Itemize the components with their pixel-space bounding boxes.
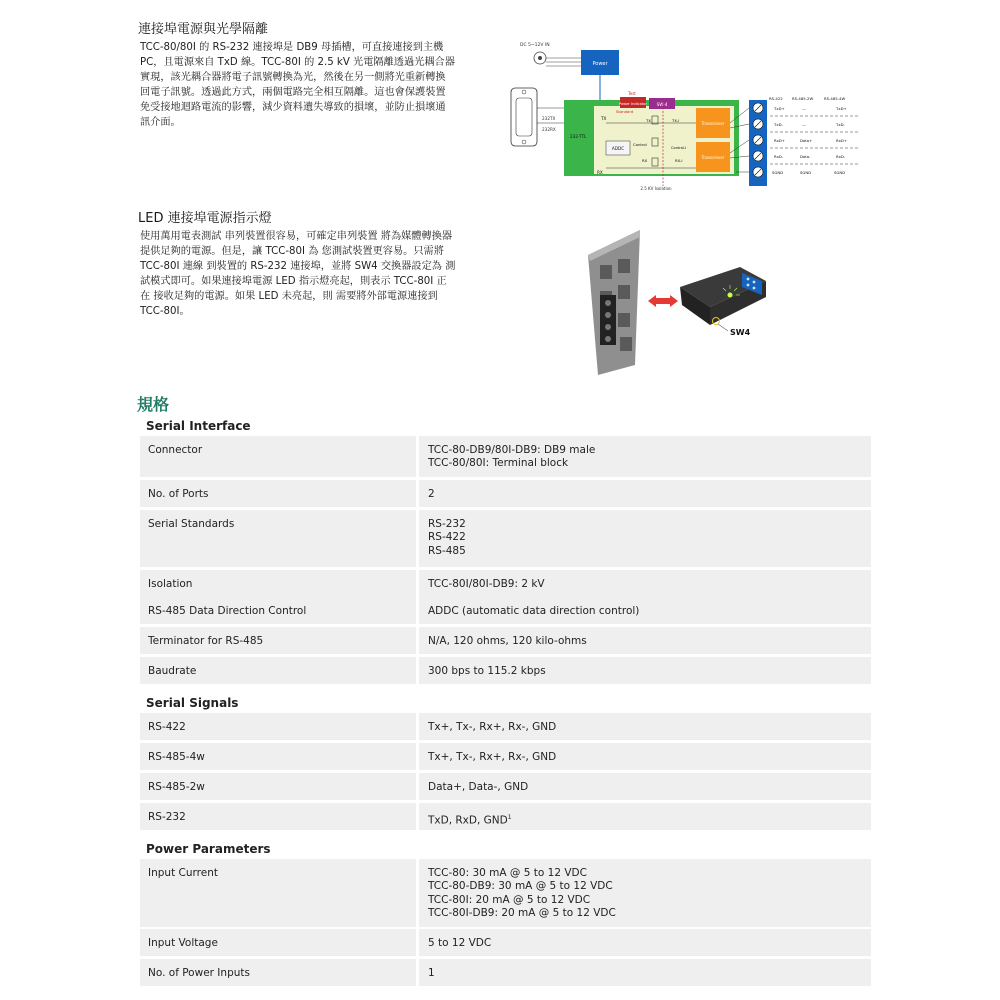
spec-value: [419, 959, 871, 986]
paragraph-line: TCC-80I 連線 到裝置的 RS-232 連接埠，並將 SW4 交換器設定為 測: [140, 261, 456, 272]
col-rs422: RS-422: [769, 96, 783, 101]
spec-label: Input Voltage: [140, 929, 416, 956]
group-title-power-parameters: Power Parameters: [146, 842, 271, 856]
txi-label: TX-I: [672, 118, 680, 123]
spec-value-line: Data+, Data-, GND: [428, 781, 529, 793]
table-row: [140, 436, 871, 477]
paragraph-power-isolation: [140, 40, 475, 130]
spec-value-line: TCC-80I-DB9: 20 mA @ 5 to 12 VDC: [428, 907, 616, 920]
pin-cell: RxD-: [774, 154, 784, 159]
spec-value-line: TCC-80I/80I-DB9: 2 kV: [428, 578, 545, 590]
paragraph-line: TCC-80/80I 的 RS-232 連接埠是 DB9 母插槽，可直接連接到主機: [140, 42, 444, 53]
spec-label: Terminator for RS-485: [140, 627, 416, 654]
sw4-block-label: SW-4: [656, 102, 668, 107]
paragraph-line: 回電子訊號。透過此方式，兩個電路完全相互隔離。這也會保護裝置: [140, 87, 446, 98]
spec-value: [419, 713, 871, 740]
tx232-label: 232TX: [542, 116, 556, 121]
spec-label: RS-422: [140, 713, 416, 740]
spec-value-line: Tx+, Tx-, Rx+, Rx-, GND: [428, 751, 557, 763]
paragraph-led-indicator: [140, 229, 475, 319]
col-rs485-4w: RS-485-4W: [824, 96, 846, 101]
spec-value: [419, 859, 871, 927]
tx-label: TX: [601, 116, 607, 121]
table-row: [140, 597, 871, 624]
group-title-serial-signals: Serial Signals: [146, 696, 239, 710]
spec-value-line: TCC-80: 30 mA @ 5 to 12 VDC: [428, 867, 587, 879]
paragraph-line: 訊介面。: [140, 117, 181, 128]
pin-cell: Data+: [800, 138, 813, 143]
control-i-label: Control-I: [671, 146, 687, 150]
pin-cell: TxD-: [836, 122, 845, 127]
spec-value: [419, 657, 871, 684]
spec-value: [419, 597, 871, 624]
spec-value-line: N/A, 120 ohms, 120 kilo-ohms: [428, 635, 587, 647]
spec-label: No. of Power Inputs: [140, 959, 416, 986]
pin-cell: —: [802, 122, 806, 127]
paragraph-line: 實現，該光耦合器將電子訊號轉換為光，然後在另一側將光重新轉換: [140, 72, 446, 83]
paragraph-line: TCC-80I。: [140, 306, 190, 317]
paragraph-line: 使用萬用電表測試 串列裝置很容易，可確定串列裝置 將為媒體轉換器: [140, 231, 453, 242]
control-label: Control: [633, 142, 647, 147]
spec-value-line: RS-422: [428, 531, 466, 544]
spec-label: RS-485 Data Direction Control: [140, 597, 416, 624]
pin-cell: RxD-: [836, 154, 846, 159]
pin-cell: SGND: [800, 170, 812, 175]
dc-in-label: DC 5~12V IN: [520, 43, 550, 48]
spec-value-line: RS-232: [428, 518, 466, 530]
spec-value: [419, 436, 871, 477]
spec-value: [419, 627, 871, 654]
spec-value-line: [428, 811, 862, 828]
spec-label: No. of Ports: [140, 480, 416, 507]
table-row: [140, 570, 871, 597]
spec-value: [419, 570, 871, 597]
pin-table: [772, 106, 847, 175]
spec-label: RS-485-2w: [140, 773, 416, 800]
specs-heading: 規格: [137, 395, 170, 414]
pin-cell: TxD+: [836, 106, 847, 111]
ttl-label: 232-TTL: [570, 134, 587, 139]
pin-cell: RxD+: [774, 138, 785, 143]
spec-value: [419, 743, 871, 770]
section-title-power-isolation: 連接埠電源與光學隔離: [138, 22, 269, 37]
spec-value-line: ADDC (automatic data direction control): [428, 605, 640, 617]
spec-value-line: 5 to 12 VDC: [428, 937, 492, 949]
pin-cell: —: [802, 106, 806, 111]
spec-value-line: Tx+, Tx-, Rx+, Rx-, GND: [428, 721, 557, 733]
table-row: [140, 959, 871, 986]
pin-cell: TxD+: [774, 106, 785, 111]
spec-value-line: TCC-80-DB9/80I-DB9: DB9 male: [428, 444, 596, 456]
addc-label: ADDC: [611, 146, 625, 151]
product-photo: [570, 225, 780, 375]
spec-label: Serial Standards: [140, 510, 416, 567]
isolation-label: 2.5 KV Isolation: [640, 186, 672, 191]
spec-label: Input Current: [140, 859, 416, 927]
spec-value: [419, 480, 871, 507]
rx-opto-label: RX: [642, 158, 648, 163]
paragraph-line: 提供足夠的電源。但是，讓 TCC-80I 為 您測試裝置更容易。只需將: [140, 246, 444, 257]
paragraph-line: PC，且電源來自 TxD 線。TCC-80I 的 2.5 kV 光電隔離透過光耦合器: [140, 57, 455, 68]
pin-cell: SGND: [772, 170, 784, 175]
pin-cell: TxD-: [774, 122, 783, 127]
spec-value-text: TxD, RxD, GND: [428, 814, 508, 827]
group-title-serial-interface: Serial Interface: [146, 419, 251, 433]
spec-value-line: RS-485: [428, 544, 466, 557]
spec-value: [419, 510, 871, 567]
spec-value-line: 300 bps to 115.2 kbps: [428, 665, 546, 677]
dc-jack-pin-icon: [538, 56, 542, 60]
paragraph-line: 試模式即可。如果連接埠電源 LED 指示燈亮起，則表示 TCC-80I 正: [140, 276, 447, 287]
footnote-marker: 1: [507, 814, 512, 821]
col-rs485-2w: RS-485-2W: [792, 96, 814, 101]
spec-value: [419, 773, 871, 800]
paragraph-line: 免受接地迴路電流的影響，減少資料遺失導致的損壞，並防止損壞通: [140, 102, 446, 113]
sw4-photo-label: SW4: [730, 328, 751, 337]
table-row: [140, 929, 871, 956]
table-row: [140, 713, 871, 740]
table-row: [140, 803, 871, 830]
double-arrow-icon: [648, 295, 678, 307]
spec-value-line: 1: [428, 967, 435, 979]
table-row: [140, 773, 871, 800]
spec-label: Baudrate: [140, 657, 416, 684]
spec-value: [419, 803, 871, 830]
standard-label: Standard: [616, 109, 634, 114]
spec-label: RS-232: [140, 803, 416, 830]
paragraph-line: 在 接收足夠的電源。如果 LED 未亮起，則 需要將外部電源連接到: [140, 291, 438, 302]
spec-value-line: TCC-80-DB9: 30 mA @ 5 to 12 VDC: [428, 880, 613, 893]
spec-label: Isolation: [140, 570, 416, 597]
table-row: [140, 510, 871, 567]
table-row: [140, 657, 871, 684]
led-indicator-icon: [728, 293, 733, 298]
spec-value-line: TCC-80I: 20 mA @ 5 to 12 VDC: [428, 893, 591, 906]
spec-label: Connector: [140, 436, 416, 477]
power-block-label: Power: [592, 61, 608, 67]
table-row: [140, 859, 871, 927]
pin-cell: RxD+: [836, 138, 847, 143]
pin-cell: Data-: [800, 154, 811, 159]
rxi-label: RX-I: [675, 158, 683, 163]
table-row: [140, 743, 871, 770]
spec-value-line: 2: [428, 488, 435, 500]
pin-cell: SGND: [834, 170, 846, 175]
rx-label: RX: [597, 170, 603, 175]
power-indicator-label: Power Indicator: [619, 102, 647, 106]
test-label: Test: [628, 91, 636, 96]
table-row: [140, 480, 871, 507]
transceiver-label-2: Transceiver: [701, 155, 725, 160]
section-title-led-indicator: LED 連接埠電源指示燈: [138, 211, 272, 226]
spec-label: RS-485-4w: [140, 743, 416, 770]
spec-value-line: TCC-80/80I: Terminal block: [428, 457, 569, 470]
table-row: [140, 627, 871, 654]
isolation-block-diagram: [506, 38, 866, 198]
spec-value: [419, 929, 871, 956]
rx232-label: 232RX: [542, 127, 556, 132]
tx-opto-label: TX: [646, 118, 651, 123]
transceiver-label-1: Transceiver: [701, 121, 725, 126]
